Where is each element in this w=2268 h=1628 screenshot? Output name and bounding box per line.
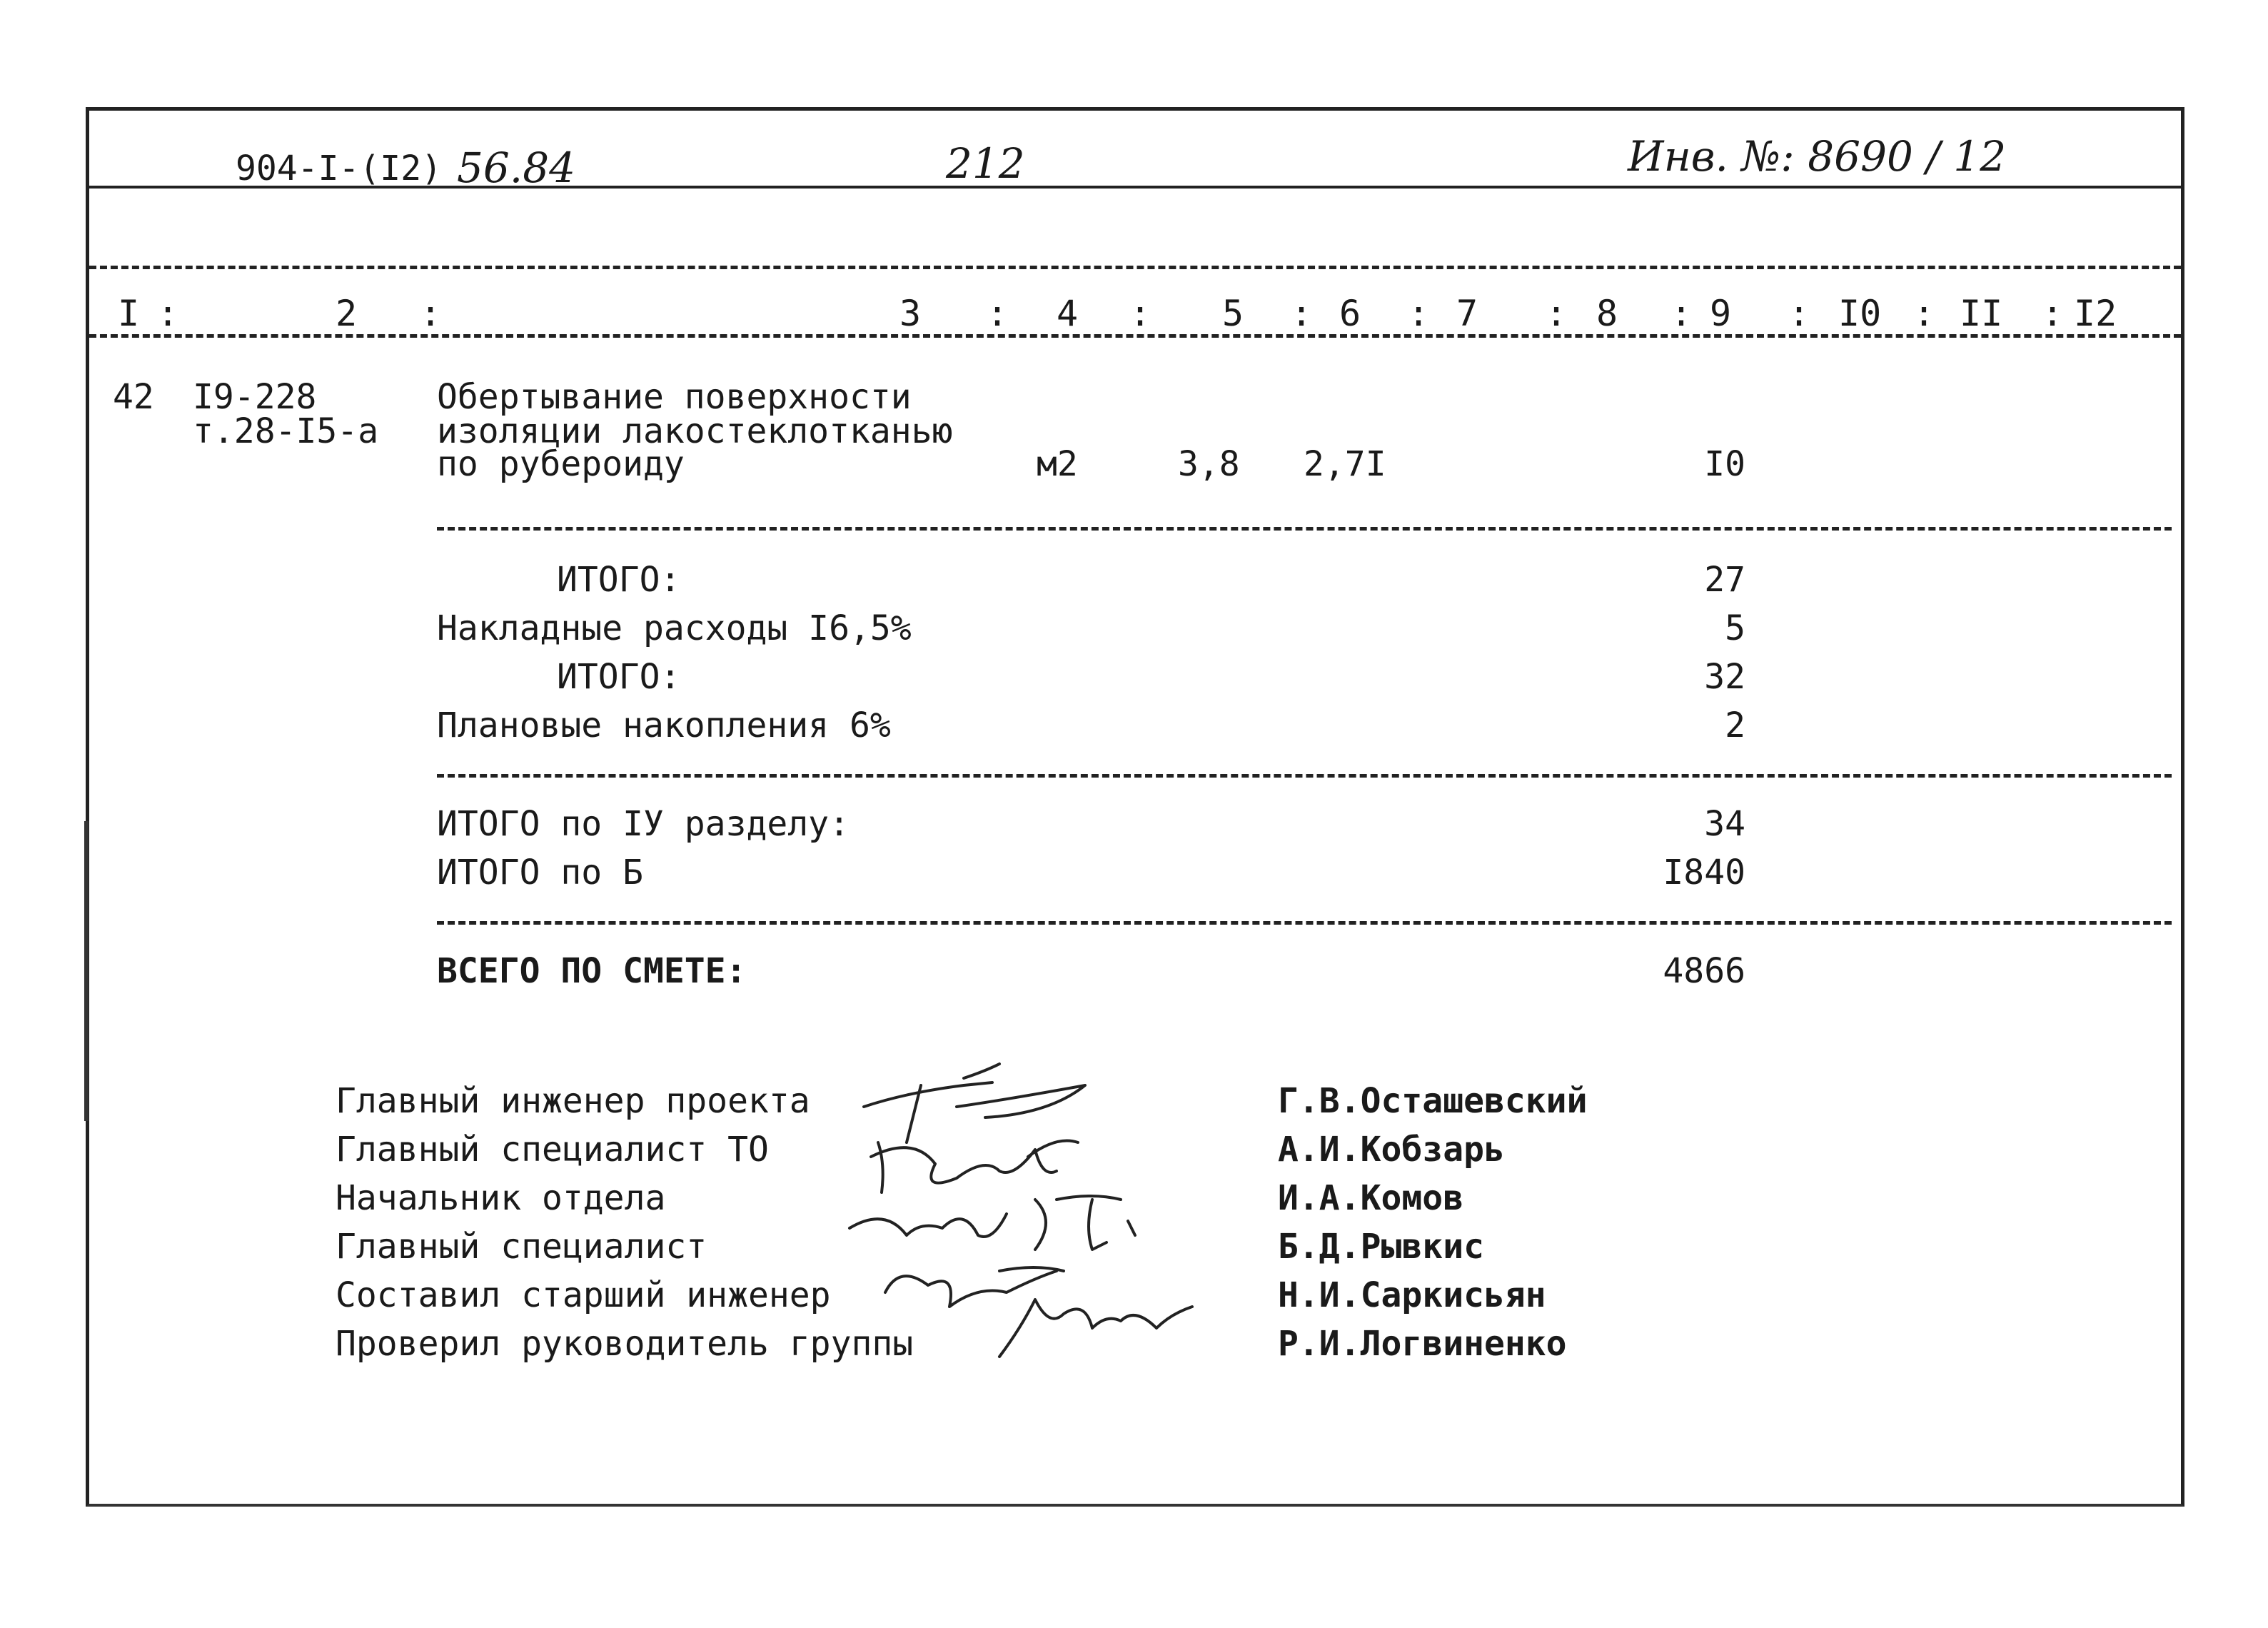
section-total-value: 34 <box>1704 804 1745 844</box>
sign-role: Главный специалист ТО <box>336 1130 769 1170</box>
col-num: I0 <box>1838 293 1882 334</box>
col-num: I2 <box>2074 293 2117 334</box>
col-sep: : <box>1546 293 1568 334</box>
columns-bottom-dash <box>89 334 2181 338</box>
col-num: 2 <box>336 293 358 334</box>
planned-value: 2 <box>1725 705 1745 745</box>
sign-role: Главный инженер проекта <box>336 1081 810 1121</box>
sign-name: Р.И.Логвиненко <box>1278 1324 1567 1364</box>
columns-top-dash <box>89 266 2181 269</box>
item-desc-2: изоляции лакостеклотканью <box>437 411 953 451</box>
col-sep: : <box>987 293 1009 334</box>
row-number: 42 <box>113 377 154 417</box>
item-code-1: I9-228 <box>193 377 317 417</box>
col-num: 7 <box>1456 293 1478 334</box>
inventory-number: Инв. №: 8690 / 12 <box>1628 132 2007 181</box>
grand-dash <box>437 921 2172 925</box>
page-number: 212 <box>946 139 1025 188</box>
col-num: 5 <box>1222 293 1244 334</box>
itogo2-value: 32 <box>1704 657 1745 697</box>
sign-name: Б.Д.Рывкис <box>1278 1227 1484 1267</box>
b-total-value: I840 <box>1663 853 1745 893</box>
sign-role: Составил старший инженер <box>336 1275 831 1315</box>
sign-name: И.А.Комов <box>1278 1178 1464 1218</box>
itogo2-label: ИТОГО: <box>557 657 681 697</box>
planned-label: Плановые накопления 6% <box>437 705 891 745</box>
col-sep: : <box>1788 293 1810 334</box>
item-code-2: т.28-I5-а <box>193 411 379 451</box>
col-num: 4 <box>1057 293 1079 334</box>
sign-role: Главный специалист <box>336 1227 707 1267</box>
col-sep: : <box>1670 293 1693 334</box>
header-rule <box>89 186 2181 189</box>
grand-total-label: ВСЕГО ПО СМЕТЕ: <box>437 951 747 991</box>
item-dash <box>437 527 2172 531</box>
sign-name: Г.В.Осташевский <box>1278 1081 1588 1121</box>
col-sep: : <box>1408 293 1430 334</box>
doc-code-handwritten: 56.84 <box>457 144 576 192</box>
handwritten-signatures <box>821 1057 1221 1371</box>
item-price: 2,7I <box>1304 444 1386 484</box>
itogo1-value: 27 <box>1704 560 1745 600</box>
sign-role: Проверил руководитель группы <box>336 1324 914 1364</box>
col-num: 8 <box>1596 293 1618 334</box>
sign-name: Н.И.Саркисьян <box>1278 1275 1546 1315</box>
col-sep: : <box>1291 293 1313 334</box>
item-desc-3: по рубероиду <box>437 444 685 484</box>
overhead-label: Накладные расходы I6,5% <box>437 608 912 648</box>
section-total-label: ИТОГО по IУ разделу: <box>437 804 850 844</box>
col-num: 6 <box>1339 293 1361 334</box>
col-num: II <box>1960 293 2003 334</box>
overhead-value: 5 <box>1725 608 1745 648</box>
item-qty: 3,8 <box>1178 444 1240 484</box>
scan-edge <box>84 821 89 1121</box>
col-num: 3 <box>899 293 922 334</box>
grand-total-value: 4866 <box>1663 951 1745 991</box>
sign-name: А.И.Кобзарь <box>1278 1130 1505 1170</box>
doc-code: 904-I-(I2) <box>236 149 442 189</box>
b-total-label: ИТОГО по Б <box>437 853 643 893</box>
col-sep: : <box>2042 293 2064 334</box>
col-sep: : <box>420 293 442 334</box>
sign-role: Начальник отдела <box>336 1178 666 1218</box>
item-total: I0 <box>1704 444 1745 484</box>
totals-dash <box>437 774 2172 778</box>
item-desc-1: Обертывание поверхности <box>437 377 912 417</box>
itogo1-label: ИТОГО: <box>557 560 681 600</box>
col-sep: : <box>157 293 179 334</box>
col-sep: : <box>1913 293 1935 334</box>
col-num: 9 <box>1710 293 1732 334</box>
col-sep: : <box>1129 293 1151 334</box>
col-num: I <box>118 293 140 334</box>
item-unit: м2 <box>1037 444 1078 484</box>
